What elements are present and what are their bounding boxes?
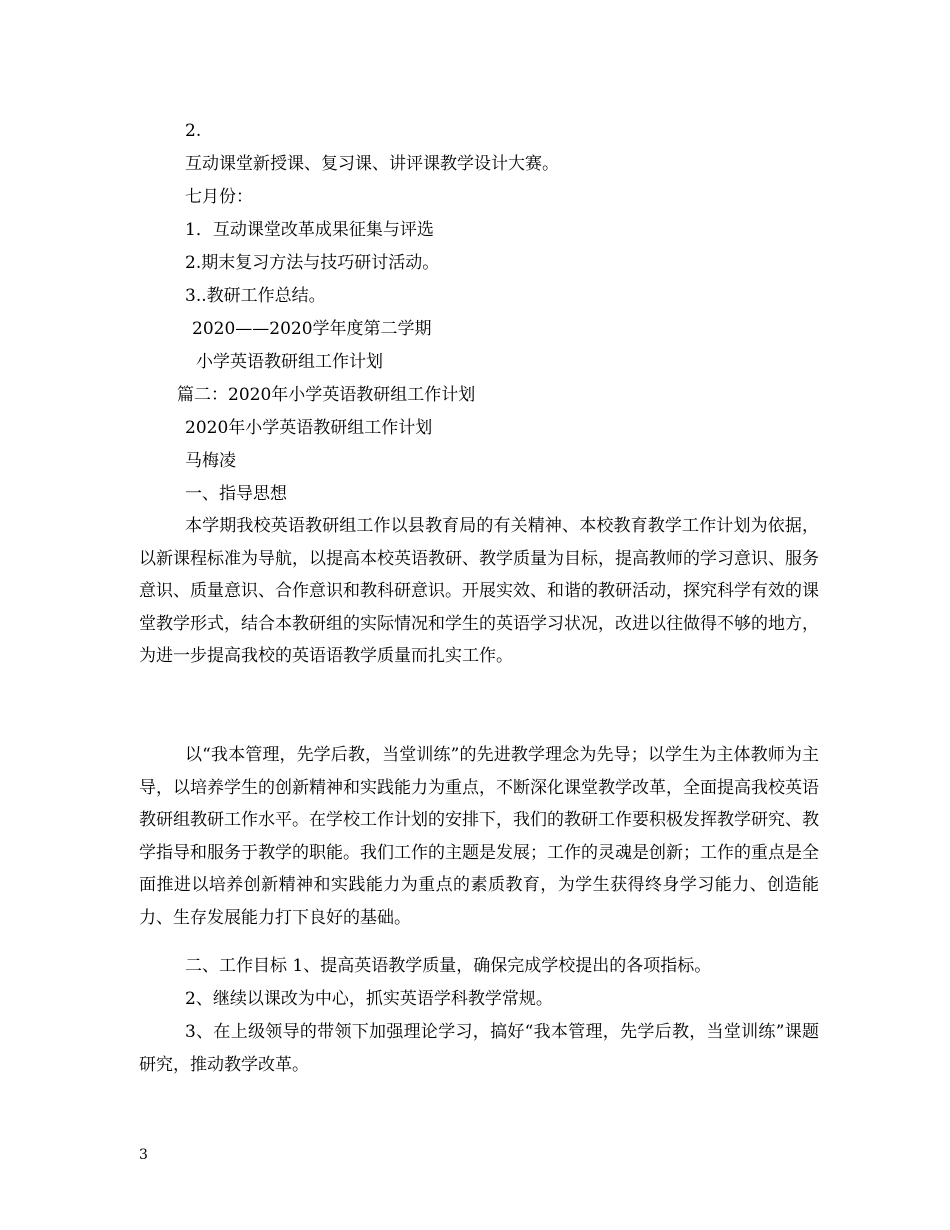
text-line: 2.期末复习方法与技巧研讨活动。 [185, 253, 440, 273]
body-paragraph: 3、在上级领导的带领下加强理论学习，搞好“我本管理，先学后教，当堂训练”课题研究，推动教学改革。 [139, 1022, 819, 1075]
text-line: 小学英语教研组工作计划 [196, 352, 383, 372]
body-paragraph: 本学期我校英语教研组工作以县教育局的有关精神、本校教育教学工作计划为依据，以新课程标准为导航，以提高本校英语教研、教学质量为目标，提高教师的学习意识、服务意识、质量意识、合作意识和教科研意识。开展实效、和谐的教研活动，探究科学有效的课堂教学形式，结合本教研组的实际情况和学生的英语学习状况，改进以往做得不够的地方，为进一步提高我校的英语语教学质量而扎实工作。 [139, 516, 819, 667]
text-line: 2020——2020学年度第二学期 [192, 319, 432, 339]
text-line: 互动课堂新授课、复习课、讲评课教学设计大赛。 [185, 154, 559, 174]
text-line: 七月份： [185, 187, 253, 207]
text-line: 3..教研工作总结。 [185, 286, 326, 306]
author-name: 马梅凌 [185, 451, 236, 471]
body-paragraph: 以“我本管理，先学后教，当堂训练”的先进教学理念为先导；以学生为主体教师为主导，以培养学生的创新精神和实践能力为重点，不断深化课堂教学改革，全面提高我校英语教研组教研工作水平。在学校工作计划的安排下，我们的教研工作要积极发挥教学研究、教学指导和服务于教学的职能。我们工作的主题是发展；工作的灵魂是创新；工作的重点是全面推进以培养创新精神和实践能力为重点的素质教育，为学生获得终身学习能力、创造能力、生存发展能力打下良好的基础。 [139, 745, 819, 928]
body-paragraph: 2、继续以课改为中心，抓实英语学科教学常规。 [185, 989, 553, 1009]
text-line: 1．互动课堂改革成果征集与评选 [185, 220, 434, 240]
body-paragraph: 二、工作目标 1、提高英语教学质量，确保完成学校提出的各项指标。 [185, 956, 712, 976]
document-title: 2020年小学英语教研组工作计划 [185, 418, 433, 438]
page-number: 3 [139, 1147, 148, 1163]
section-heading: 篇二：2020年小学英语教研组工作计划 [177, 385, 476, 405]
text-line: 2. [185, 121, 202, 141]
section-heading: 一、指导思想 [185, 484, 287, 504]
